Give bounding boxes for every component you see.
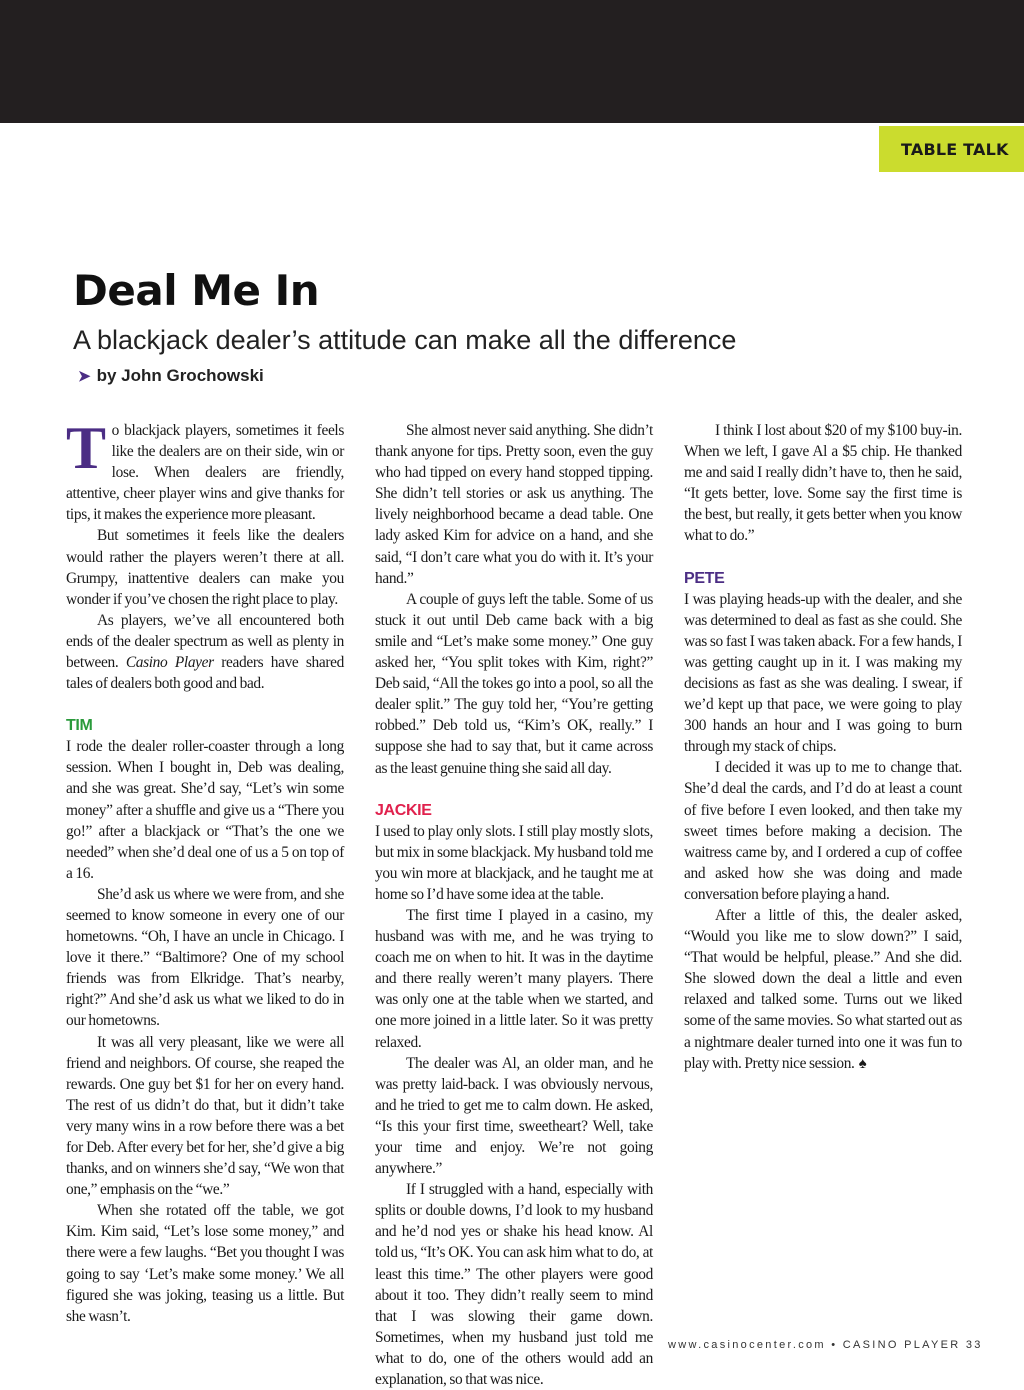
body-paragraph: When she rotated off the table, we got Kim. Kim said, “Let’s lose some money,” and there were a few laughs. “Bet you thought I was going to say ‘Let’s make some money.’ We all figured she was joking, teasing us a little. But she wasn’t.	[66, 1202, 344, 1325]
body-paragraph: She almost never said anything. She didn’t thank anyone for tips. Pretty soon, even the guy who had tipped on every hand stopped tipping. She didn’t tell stories or ask us anything. The lively neighborhood became a dead table. One lady asked Kim for advice on a hand, and she said, “I don’t care what you do with it. It’s your hand.”	[375, 422, 653, 587]
spade-icon: ♠	[858, 1055, 867, 1072]
body-paragraph: As players, we’ve all encountered both ends of the dealer spectrum as well as plenty in between. Casino Player readers have shared tales of dealers both good and bad.	[66, 611, 344, 693]
intro-paragraph: To blackjack players, sometimes it feels like the dealers are on their side, win or lose. When dealers are friendly, attentive, cheer player wins and give thanks for tips, it makes the experience more pleasant.	[66, 415, 344, 524]
subhead-jackie: JACKIE	[375, 801, 432, 819]
drop-cap: T	[66, 415, 106, 481]
article-headline: Deal Me In	[73, 266, 320, 315]
body-paragraph: A couple of guys left the table. Some of us stuck it out until Deb came back with a big smile and “Let’s make some money.” One guy asked her, “You split tokes with Kim, right?” Deb said, “All the tokes go into a pool, so all the dealer split.” The guy told her, “You’re getting robbed.” Deb told us, “Kim’s OK, really.” I suppose she had to say that, but it came across as the least genuine thing she said all day.	[375, 590, 653, 777]
body-paragraph: The first time I played in a casino, my husband was with me, and he was trying to coach me on when to hit. It was in the daytime and there really weren’t many players. There was only one at the table when we started, and one more joined in a little later. So it was pretty relaxed.	[375, 906, 653, 1051]
body-paragraph: I think I lost about $20 of my $100 buy-in. When we left, I gave Al a $5 chip. He thanked me and said I really didn’t have to, then he said, “It gets better, love. Some say the first time is the best, but really, it gets better when you know what to do.”	[684, 422, 962, 545]
body-paragraph: After a little of this, the dealer asked, “Would you like me to slow down?” I said, “That would be helpful, please.” And she did. She slowed down the deal a little and even relaxed and talked some. Turns out we liked some of the same movies. So what started out as a nightmare dealer turned into one it was fun to play with. Pretty nice session. ♠	[684, 906, 962, 1072]
article-deck: A blackjack dealer’s attitude can make all the difference	[73, 325, 737, 355]
section-tab	[879, 126, 1024, 172]
section-tab-label: TABLE TALK	[901, 139, 1009, 159]
header-bar	[0, 0, 1024, 123]
arrow-icon: ➤	[78, 368, 91, 385]
body-paragraph: I used to play only slots. I still play mostly slots, but mix in some blackjack. My husband told me you win more at blackjack, and he taught me at home so I’d have some idea at the table.	[375, 822, 653, 903]
body-paragraph: She’d ask us where we were from, and she seemed to know someone in every one of our hometowns. “Oh, I have an uncle in Chicago. I love it there.” “Baltimore? One of my school friends was from Elkridge. That’s nearby, right?” And she’d ask us what we liked to do in our hometowns.	[66, 885, 344, 1030]
body-paragraph: I was playing heads-up with the dealer, and she was determined to deal as fast as she could. She was so fast I was taken aback. For a few hands, I was getting caught up in it. I was making my decisions as fast as she was dealing. I swear, if we’d kept up that pace, we were going to play 300 hands an hour and I was going to burn through my stack of chips.	[684, 590, 962, 756]
article-column-3	[684, 420, 962, 1075]
subhead-pete: PETE	[684, 569, 725, 587]
body-paragraph: I rode the dealer roller-coaster through a long session. When I bought in, Deb was dealing, and she was great. She’d say, “Let’s win some money” after a shuffle and give us a “There you go!” after a blackjack or “That’s the one we needed” when she’d deal one of us a 5 on top of a 16.	[66, 738, 344, 882]
publication-name: Casino Player	[125, 654, 214, 672]
body-paragraph: But sometimes it feels like the dealers would rather the players weren’t there at all. Grumpy, inattentive dealers can make you wonder if you’ve chosen the right place to play.	[66, 527, 344, 608]
article-column-2	[375, 420, 653, 1390]
byline-text: by John Grochowski	[96, 366, 264, 385]
page-footer: www.casinocenter.com • CASINO PLAYER 33	[668, 1339, 983, 1351]
body-paragraph: I decided it was up to me to change that. She’d deal the cards, and I’d do at least a count of five before I even looked, and then take my sweet times before making a decision. The waitress came by, and I ordered a cup of coffee and asked how she was doing and made conversation before playing a hand.	[684, 759, 962, 903]
body-paragraph: If I struggled with a hand, especially with splits or double downs, I’d look to my husband and he’d nod yes or shake his head know. Al told us, “It’s OK. You can ask him what to do, at least this time.” The other players were good about it too. They didn’t really seem to mind that I was slowing their game down. Sometimes, when my husband just told me what to do, one of the others would add an explanation, so that was nice.	[375, 1181, 653, 1389]
body-paragraph: The dealer was Al, an older man, and he was pretty laid-back. I was obviously nervous, and he tried to get me to calm down. He asked, “Is this your first time, sweetheart? Well, take your time and enjoy. We’re not going anywhere.”	[375, 1054, 653, 1178]
article-column-1	[66, 415, 344, 1327]
body-paragraph: It was all very pleasant, like we were all friend and neighbors. Of course, she reaped the rewards. One guy bet $1 for her on every hand. The rest of us didn’t do that, but it didn’t take very many wins in a row before there was a bet for Deb. After every bet for her, she’d give a big thanks, and on winners she’d say, “We won that one,” emphasis on the “we.”	[66, 1033, 344, 1199]
subhead-tim: TIM	[66, 717, 93, 735]
byline	[78, 366, 264, 386]
